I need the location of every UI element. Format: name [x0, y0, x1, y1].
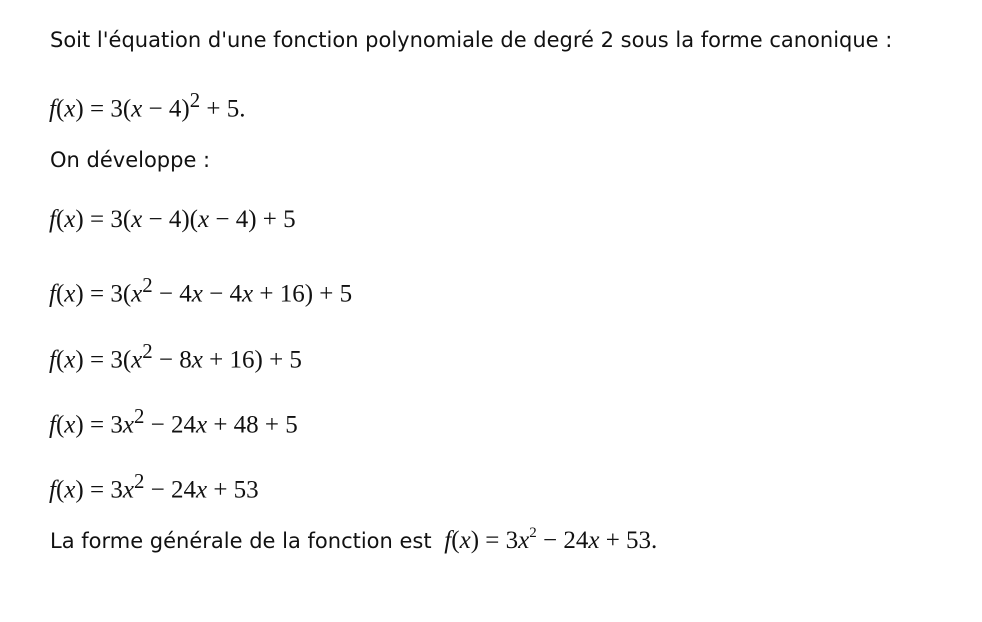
- step-4: $f(x) = 3x^2 - 24x + 48 + 5$: [49, 404, 298, 439]
- canonical-equation: $f(x) = 3(x - 4)^2 + 5$.: [49, 88, 246, 123]
- step-2: $f(x) = 3(x^2 - 4x - 4x + 16) + 5$: [49, 273, 353, 308]
- develop-text: On développe :: [50, 148, 211, 172]
- conclusion-line: [50, 527, 657, 555]
- step-3: $f(x) = 3(x^2 - 8x + 16) + 5$: [49, 339, 302, 374]
- step-5: $f(x) = 3x^2 - 24x + 53$: [49, 469, 259, 504]
- conclusion-text: La forme générale de la fonction est: [50, 529, 432, 553]
- intro-text: Soit l'équation d'une fonction polynomiale de degré 2 sous la forme canonique :: [50, 28, 893, 52]
- conclusion-equation: $f(x) = 3x^2 - 24x + 53$.: [444, 525, 658, 554]
- step-1: f(x) = 3(x − 4)(x − 4) + 5: [49, 206, 296, 233]
